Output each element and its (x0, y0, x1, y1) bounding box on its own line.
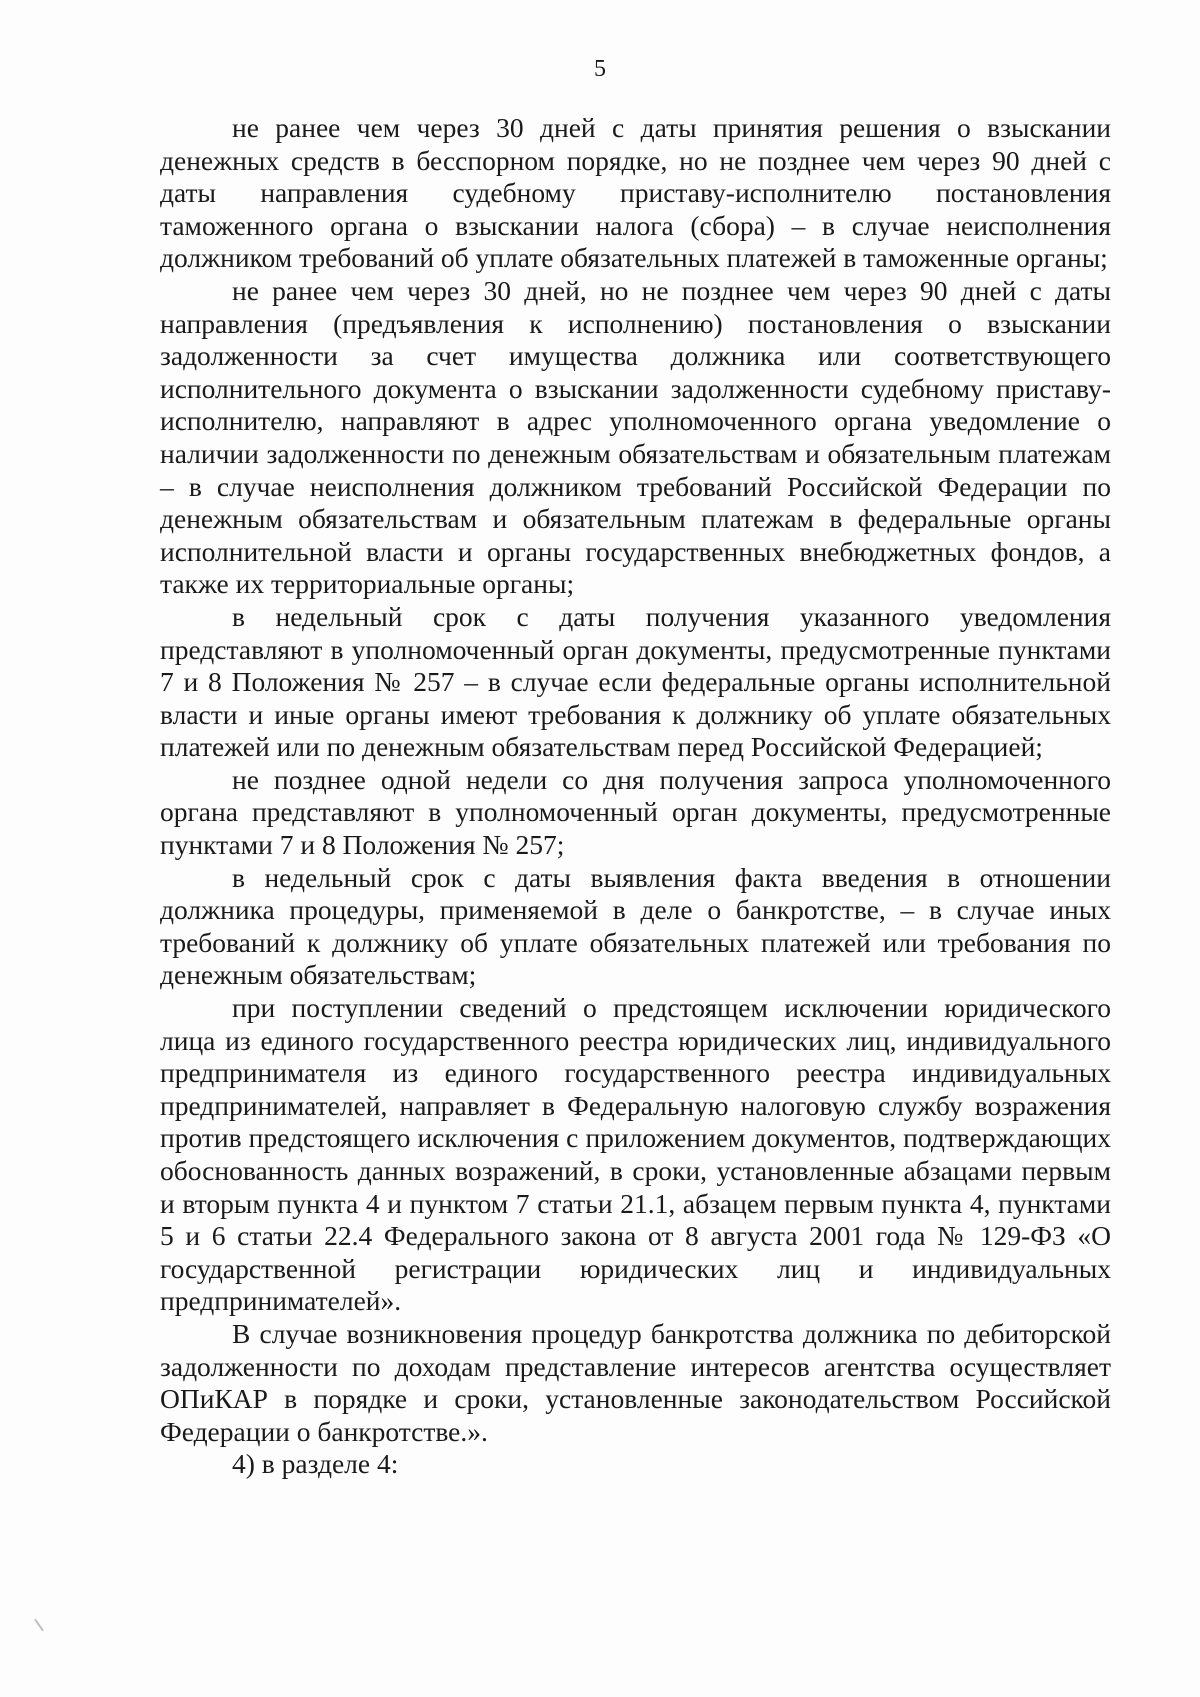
paragraph-3: в недельный срок с даты получения указанного уведомления представляют в уполномоченный орган документы, предусмотренные пунктами 7 и 8 Положения № 257 – в случае если федеральные органы исполнительной власти и иные органы имеют требования к должнику об уплате обязательных платежей или по денежным обязательствам перед Российской Федерацией; (160, 600, 1111, 763)
scan-artifact (34, 1619, 44, 1632)
paragraph-1: не ранее чем через 30 дней с даты принятия решения о взыскании денежных средств в бесспорном порядке, но не позднее чем через 90 дней с даты направления судебному приставу-исполнителю постановления таможенного органа о взыскании налога (сбора) – в случае неисполнения должником требований об уплате обязательных платежей в таможенные органы; (160, 112, 1111, 274)
document-body (160, 112, 1111, 1481)
paragraph-6: при поступлении сведений о предстоящем исключении юридического лица из единого государственного реестра юридических лиц, индивидуального предпринимателя из единого государственного реестра индивидуальных предпринимателей, направляет в Федеральную налоговую службу возражения против предстоящего исключения с приложением документов, подтверждающих обоснованность данных возражений, в сроки, установленные абзацами первым и вторым пункта 4 и пунктом 7 статьи 21.1, абзацем первым пункта 4, пунктами 5 и 6 статьи 22.4 Федерального закона от 8 августа 2001 года № 129-ФЗ «О государственной регистрации юридических лиц и индивидуальных предпринимателей». (160, 992, 1111, 1317)
paragraph-5: в недельный срок с даты выявления факта введения в отношении должника процедуры, применяемой в деле о банкротстве, – в случае иных требований к должнику об уплате обязательных платежей или требования по денежным обязательствам; (160, 861, 1111, 991)
paragraph-7: В случае возникновения процедур банкротства должника по дебиторской задолженности по доходам представление интересов агентства осуществляет ОПиКАР в порядке и сроки, установленные законодательством Российской Федерации о банкротстве.». (160, 1317, 1111, 1447)
paragraph-2: не ранее чем через 30 дней, но не позднее чем через 90 дней с даты направления (предъявления к исполнению) постановления о взыскании задолженности за счет имущества должника или соответствующего исполнительного документа о взыскании задолженности судебному приставу-исполнителю, направляют в адрес уполномоченного органа уведомление о наличии задолженности по денежным обязательствам и обязательным платежам – в случае неисполнения должником требований Российской Федерации по денежным обязательствам и обязательным платежам в федеральные органы исполнительной власти и органы государственных внебюджетных фондов, а также их территориальные органы; (160, 274, 1111, 600)
paragraph-8: 4) в разделе 4: (232, 1448, 399, 1480)
page-number: 5 (594, 56, 606, 82)
paragraph-4: не позднее одной недели со дня получения запроса уполномоченного органа представляют в уполномоченный орган документы, предусмотренные пунктами 7 и 8 Положения № 257; (160, 763, 1111, 861)
